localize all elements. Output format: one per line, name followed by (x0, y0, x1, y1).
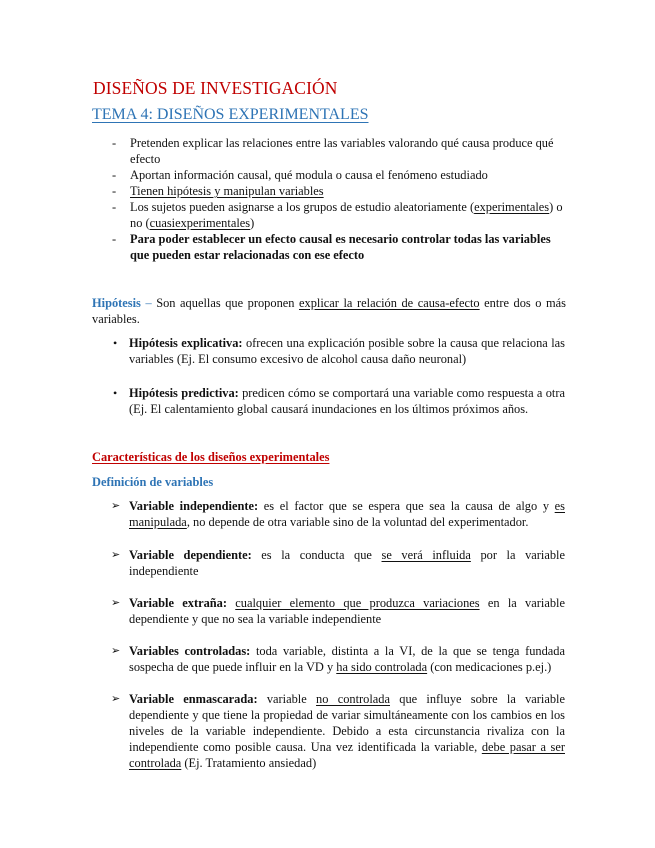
arrow-marker: ➢ (111, 693, 121, 705)
dash-marker: - (112, 168, 117, 182)
list-item (112, 167, 567, 183)
hypothesis-list (113, 335, 565, 367)
subsection-heading: Definición de variables (92, 475, 214, 489)
underlined-phrase: se verá influida (381, 548, 471, 562)
variables-list (111, 498, 565, 530)
item-term: Variable enmascarada: (129, 692, 258, 706)
list-item (111, 547, 565, 579)
arrow-marker: ➢ (111, 645, 121, 657)
paragraph-text: entre dos o más variables. (92, 296, 566, 326)
dash-marker: - (112, 136, 117, 150)
variables-list-4 (111, 643, 565, 675)
variables-list-5 (111, 691, 565, 771)
list-item (111, 595, 565, 627)
item-text: variable (257, 692, 317, 706)
arrow-marker: ➢ (111, 597, 121, 609)
hypothesis-list-2 (113, 385, 565, 417)
item-text: toda variable, distinta a la VI, de la que se tenga fundada sospecha de que puede influir en la VD y (129, 644, 565, 674)
hypothesis-paragraph (92, 295, 566, 327)
document-title: DISEÑOS DE INVESTIGACIÓN (93, 78, 338, 98)
section-heading: Características de los diseños experimentales (92, 450, 330, 464)
list-item (111, 498, 565, 530)
list-item-text: Los sujetos pueden asignarse a los grupos de estudio aleatoriamente ( (130, 200, 475, 214)
item-term: Hipótesis predictiva: (129, 386, 239, 400)
underlined-phrase: es manipulada (129, 499, 565, 529)
underlined-term: cuasiexperimentales (149, 216, 251, 230)
underlined-phrase: debe pasar a ser controlada (129, 740, 565, 770)
item-term: Hipótesis explicativa: (129, 336, 243, 350)
underlined-phrase: cualquier elemento que produzca variaciones (235, 596, 480, 610)
bullet-marker: • (113, 336, 118, 350)
list-item (112, 183, 567, 199)
list-item-text: Pretenden explicar las relaciones entre las variables valorando qué causa produce qué efecto (130, 136, 554, 166)
item-term: Variable independiente: (129, 499, 259, 513)
dash-marker: - (112, 184, 117, 198)
list-item-text: Aportan información causal, qué modula o causa el fenómeno estudiado (130, 168, 488, 182)
item-text: predicen cómo se comportará una variable como respuesta a otra (Ej. El calentamiento global causará inundaciones en los últimos próximos años. (129, 386, 565, 416)
item-term: Variable dependiente: (129, 548, 252, 562)
list-item (112, 231, 567, 263)
item-text: es el factor que se espera que sea la causa de algo y (258, 499, 555, 513)
arrow-marker: ➢ (111, 500, 121, 512)
variables-list-3 (111, 595, 565, 627)
item-text: (Ej. Tratamiento ansiedad) (181, 756, 317, 770)
topic-title: TEMA 4: DISEÑOS EXPERIMENTALES (92, 106, 369, 123)
item-term: Variables controladas: (129, 644, 251, 658)
item-text: es la conducta que (251, 548, 382, 562)
list-item (113, 335, 565, 367)
underlined-phrase: ha sido controlada (336, 660, 428, 674)
dash-marker: - (112, 232, 117, 246)
item-text: en la variable dependiente y que no sea la variable independiente (129, 596, 565, 626)
list-item (112, 199, 567, 231)
paragraph-text: Son aquellas que proponen (156, 296, 300, 310)
list-item-text: Tienen hipótesis y manipulan variables (130, 184, 324, 198)
bullet-marker: • (113, 386, 118, 400)
variables-list-2 (111, 547, 565, 579)
list-item (111, 691, 565, 771)
list-item-text: ) (250, 216, 255, 230)
item-text: ofrecen una explicación posible sobre la causa que relaciona las variables (Ej. El consumo excesivo de alcohol causa daño neuronal) (129, 336, 565, 366)
list-item (111, 643, 565, 675)
underlined-phrase: no controlada (316, 692, 390, 706)
item-text: (con medicaciones p.ej.) (427, 660, 552, 674)
underlined-term: experimentales (474, 200, 550, 214)
hypothesis-term: Hipótesis (92, 296, 141, 310)
arrow-marker: ➢ (111, 549, 121, 561)
item-text: , no depende de otra variable sino de la voluntad del experimentador. (186, 515, 529, 529)
underlined-phrase: explicar la relación de causa-efecto (299, 296, 480, 310)
item-text: que influye sobre la variable dependiente y que tiene la propiedad de variar simultáneamente con los cambios en los niveles de la variable independiente. Debido a esta circunstancia rivaliza con la independiente como posible causa. Una vez identificada la variable, (129, 692, 565, 754)
list-item (113, 385, 565, 417)
item-text: por la variable independiente (129, 548, 565, 578)
hypothesis-dash: – (140, 296, 157, 310)
list-item (112, 135, 567, 167)
list-item-text: Para poder establecer un efecto causal es necesario controlar todas las variables que pueden estar relacionadas con ese efecto (130, 232, 551, 262)
list-item-text: ) o no ( (130, 200, 563, 230)
dash-marker: - (112, 200, 117, 214)
item-term: Variable extraña: (129, 596, 227, 610)
intro-list (112, 135, 567, 263)
